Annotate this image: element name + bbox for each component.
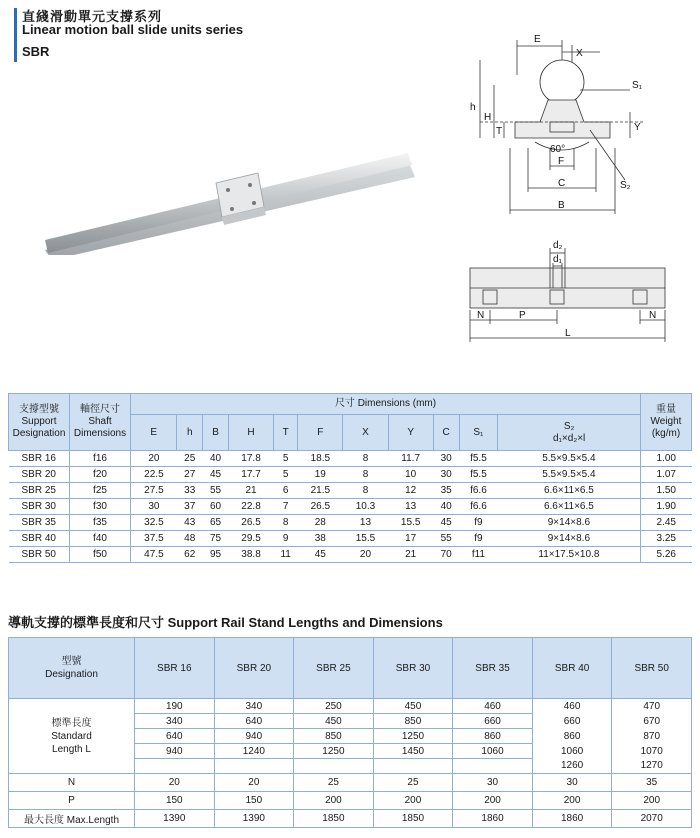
- max-length-row-label: 最大長度 Max.Length: [9, 810, 135, 828]
- dimension-cell: 30: [433, 451, 459, 467]
- dimension-cell: 21: [228, 483, 273, 499]
- weight-cell: 1.90: [641, 499, 692, 515]
- n-row-cell: 20: [135, 774, 215, 792]
- p-row-cell: 150: [214, 792, 294, 810]
- dimension-cell: f9: [459, 515, 498, 531]
- p-row-cell: 150: [135, 792, 215, 810]
- length-cell: [214, 759, 294, 774]
- dimension-cell: 48: [177, 531, 203, 547]
- dimension-cell: 19: [298, 467, 343, 483]
- weight-cell: 1.07: [641, 467, 692, 483]
- dimension-cell: 20: [131, 451, 177, 467]
- dimension-cell: 43: [177, 515, 203, 531]
- max-length-row-cell: 1860: [453, 810, 533, 828]
- cross-section-drawing: [440, 30, 695, 220]
- dim-label-S1: S₁: [632, 80, 643, 91]
- dim-label-Y: Y: [634, 122, 641, 133]
- dimension-cell: 55: [433, 531, 459, 547]
- dim-label-h: h: [470, 102, 476, 113]
- dimension-cell: 27.5: [131, 483, 177, 499]
- dimension-cell: 8: [343, 483, 388, 499]
- dimension-cell: 6.6×11×6.5: [498, 483, 641, 499]
- model-header: SBR 30: [373, 638, 453, 699]
- dimensions-table: [8, 393, 692, 563]
- model-header: SBR 20: [214, 638, 294, 699]
- length-cell: 250: [294, 699, 374, 714]
- shaft-cell: f20: [70, 467, 131, 483]
- dimension-cell: 26.5: [228, 515, 273, 531]
- dimension-cell: 20: [343, 547, 388, 563]
- shaft-cell: f25: [70, 483, 131, 499]
- max-length-row-cell: 1850: [373, 810, 453, 828]
- dimension-cell: 11: [274, 547, 298, 563]
- dim-label-B: B: [558, 200, 565, 211]
- dimension-cell: 8: [274, 515, 298, 531]
- dimension-cell: 38: [298, 531, 343, 547]
- n-row-cell: 20: [214, 774, 294, 792]
- n-row-label: N: [9, 774, 135, 792]
- shaft-cell: f40: [70, 531, 131, 547]
- dimension-cell: 38.8: [228, 547, 273, 563]
- dim-subheader: S₂ d₁×d₂×l: [498, 415, 641, 451]
- dim-subheader: T: [274, 415, 298, 451]
- length-cell: 1250: [373, 729, 453, 744]
- designation-cell: SBR 20: [9, 467, 70, 483]
- col-header-shaft: 軸徑尺寸 Shaft Dimensions: [70, 394, 131, 451]
- dimension-cell: 55: [203, 483, 229, 499]
- dimension-cell: 9×14×8.6: [498, 515, 641, 531]
- model-header: SBR 40: [532, 638, 612, 699]
- dimension-cell: 10: [388, 467, 433, 483]
- model-header: SBR 25: [294, 638, 374, 699]
- dimension-cell: 10.3: [343, 499, 388, 515]
- length-cell: 470: [612, 699, 692, 714]
- dim-label-F: F: [558, 156, 565, 167]
- dimension-cell: 9×14×8.6: [498, 531, 641, 547]
- dimension-cell: 17.7: [228, 467, 273, 483]
- p-row-label: P: [9, 792, 135, 810]
- n-row-cell: 30: [453, 774, 533, 792]
- n-row-cell: 25: [294, 774, 374, 792]
- shaft-cell: f35: [70, 515, 131, 531]
- dim-subheader: Y: [388, 415, 433, 451]
- length-cell: 460: [453, 699, 533, 714]
- dimension-cell: 70: [433, 547, 459, 563]
- table-row: [9, 467, 692, 483]
- designation-cell: SBR 30: [9, 499, 70, 515]
- length-cell: 340: [214, 699, 294, 714]
- dimension-cell: 75: [203, 531, 229, 547]
- standard-length-label: 標準長度 Standard Length L: [9, 699, 135, 774]
- model-header: SBR 50: [612, 638, 692, 699]
- dim-subheader: C: [433, 415, 459, 451]
- dimension-cell: 40: [433, 499, 459, 515]
- dimension-cell: 5: [274, 467, 298, 483]
- length-cell: 1250: [294, 744, 374, 759]
- dimension-cell: 35: [433, 483, 459, 499]
- dimension-cell: 22.8: [228, 499, 273, 515]
- length-cell: 850: [373, 714, 453, 729]
- length-cell: 670: [612, 714, 692, 729]
- designation-cell: SBR 50: [9, 547, 70, 563]
- length-cell: 640: [135, 729, 215, 744]
- dimension-cell: 22.5: [131, 467, 177, 483]
- length-cell: 460: [532, 699, 612, 714]
- table-row: [9, 531, 692, 547]
- dimension-cell: 6.6×11×6.5: [498, 499, 641, 515]
- dimension-cell: 18.5: [298, 451, 343, 467]
- slide-block: [216, 173, 266, 225]
- title-chinese: 直綫滑動單元支撐系列: [22, 9, 163, 24]
- table-row: [9, 547, 692, 563]
- dimension-cell: 29.5: [228, 531, 273, 547]
- weight-cell: 3.25: [641, 531, 692, 547]
- table-row: [9, 499, 692, 515]
- dimension-cell: 40: [203, 451, 229, 467]
- header-accent-bar: [14, 8, 17, 62]
- length-cell: 450: [373, 699, 453, 714]
- dimension-cell: 13: [388, 499, 433, 515]
- dim-label-H: H: [484, 112, 492, 123]
- designation-cell: SBR 35: [9, 515, 70, 531]
- dim-label-P: P: [519, 310, 526, 321]
- dimension-cell: f5.5: [459, 451, 498, 467]
- length-cell: 860: [453, 729, 533, 744]
- dimension-cell: 17.8: [228, 451, 273, 467]
- length-cell: 940: [135, 744, 215, 759]
- n-row-cell: 35: [612, 774, 692, 792]
- length-cell: [294, 759, 374, 774]
- dimension-cell: 15.5: [343, 531, 388, 547]
- dim-subheader: H: [228, 415, 273, 451]
- dimension-cell: f11: [459, 547, 498, 563]
- length-cell: 860: [532, 729, 612, 744]
- dimension-cell: 27: [177, 467, 203, 483]
- dim-label-N-left: N: [477, 310, 485, 321]
- dim-subheader: E: [131, 415, 177, 451]
- dim-subheader: S₁: [459, 415, 498, 451]
- dimension-cell: 5.5×9.5×5.4: [498, 467, 641, 483]
- length-cell: 1240: [214, 744, 294, 759]
- dimension-cell: 47.5: [131, 547, 177, 563]
- dimension-cell: 25: [177, 451, 203, 467]
- dimension-cell: 6: [274, 483, 298, 499]
- length-cell: 340: [135, 714, 215, 729]
- product-photo: [40, 135, 420, 255]
- dimension-cell: 30: [433, 467, 459, 483]
- weight-cell: 1.00: [641, 451, 692, 467]
- length-cell: 660: [453, 714, 533, 729]
- weight-cell: 1.50: [641, 483, 692, 499]
- n-row-cell: 25: [373, 774, 453, 792]
- p-row: [9, 792, 692, 810]
- dim-label-S2: S₂: [620, 180, 631, 191]
- dimension-cell: f9: [459, 531, 498, 547]
- length-cell: 1060: [453, 744, 533, 759]
- max-length-row-cell: 1860: [532, 810, 612, 828]
- col-header-designation: 型號 Designation: [9, 638, 135, 699]
- dim-subheader: B: [203, 415, 229, 451]
- dim-label-T: T: [496, 126, 503, 137]
- dimension-cell: 45: [203, 467, 229, 483]
- dimension-cell: 32.5: [131, 515, 177, 531]
- dimension-cell: 21: [388, 547, 433, 563]
- length-cell: 850: [294, 729, 374, 744]
- length-cell: 1270: [612, 759, 692, 774]
- length-cell: 640: [214, 714, 294, 729]
- dimension-cell: 7: [274, 499, 298, 515]
- p-row-cell: 200: [532, 792, 612, 810]
- dimension-cell: 9: [274, 531, 298, 547]
- dimension-cell: 15.5: [388, 515, 433, 531]
- dimension-cell: 11×17.5×10.8: [498, 547, 641, 563]
- n-row: [9, 774, 692, 792]
- table-row: [9, 483, 692, 499]
- rail-side-drawing: [455, 238, 675, 348]
- col-header-designation: 支撐型號 Support Designation: [9, 394, 70, 451]
- dim-subheader: X: [343, 415, 388, 451]
- dimension-cell: 21.5: [298, 483, 343, 499]
- dimension-cell: 62: [177, 547, 203, 563]
- col-header-weight: 重量 Weight (kg/m): [641, 394, 692, 451]
- designation-cell: SBR 25: [9, 483, 70, 499]
- length-row: [9, 699, 692, 714]
- weight-cell: 5.26: [641, 547, 692, 563]
- dim-label-d1: d₁: [553, 254, 562, 265]
- designation-cell: SBR 16: [9, 451, 70, 467]
- length-cell: 1070: [612, 744, 692, 759]
- table-row: [9, 515, 692, 531]
- dimension-cell: f6.6: [459, 499, 498, 515]
- length-cell: 1260: [532, 759, 612, 774]
- dimension-cell: 60: [203, 499, 229, 515]
- title-english: Linear motion ball slide units series: [22, 22, 244, 37]
- dimension-cell: 26.5: [298, 499, 343, 515]
- max-length-row-cell: 2070: [612, 810, 692, 828]
- designation-cell: SBR 40: [9, 531, 70, 547]
- max-length-row-cell: 1390: [214, 810, 294, 828]
- dimension-cell: 45: [298, 547, 343, 563]
- dimension-cell: 8: [343, 451, 388, 467]
- max-length-row-cell: 1390: [135, 810, 215, 828]
- max-length-row: [9, 810, 692, 828]
- dimension-cell: 30: [131, 499, 177, 515]
- dimension-cell: 65: [203, 515, 229, 531]
- dimension-cell: 45: [433, 515, 459, 531]
- p-row-cell: 200: [612, 792, 692, 810]
- model-header: SBR 16: [135, 638, 215, 699]
- p-row-cell: 200: [453, 792, 533, 810]
- dim-label-X: X: [576, 48, 583, 59]
- dim-subheader: h: [177, 415, 203, 451]
- length-cell: 870: [612, 729, 692, 744]
- dim-subheader: F: [298, 415, 343, 451]
- dimension-cell: 33: [177, 483, 203, 499]
- dimension-cell: 95: [203, 547, 229, 563]
- dimension-cell: 37: [177, 499, 203, 515]
- dimension-cell: 5.5×9.5×5.4: [498, 451, 641, 467]
- length-cell: [135, 759, 215, 774]
- dim-label-angle: 60°: [550, 144, 566, 155]
- model-label: SBR: [22, 44, 50, 59]
- length-cell: 190: [135, 699, 215, 714]
- weight-cell: 2.45: [641, 515, 692, 531]
- shaft-cell: f50: [70, 547, 131, 563]
- rail-lengths-table: [8, 637, 692, 828]
- dimension-cell: 28: [298, 515, 343, 531]
- p-row-cell: 200: [373, 792, 453, 810]
- shaft-cell: f16: [70, 451, 131, 467]
- col-header-dimensions: 尺寸 Dimensions (mm): [131, 394, 641, 415]
- section-title-rail-lengths: 導軌支撐的標準長度和尺寸 Support Rail Stand Lengths and Dimensions: [8, 615, 443, 630]
- dimension-cell: 5: [274, 451, 298, 467]
- dim-label-E: E: [534, 34, 541, 45]
- dimension-cell: 17: [388, 531, 433, 547]
- model-header: SBR 35: [453, 638, 533, 699]
- max-length-row-cell: 1850: [294, 810, 374, 828]
- length-cell: 1450: [373, 744, 453, 759]
- shaft-cell: f30: [70, 499, 131, 515]
- length-cell: 1060: [532, 744, 612, 759]
- dimension-cell: 8: [343, 467, 388, 483]
- dimension-cell: f5.5: [459, 467, 498, 483]
- dimension-cell: f6.6: [459, 483, 498, 499]
- dim-label-L: L: [565, 328, 571, 339]
- length-cell: 660: [532, 714, 612, 729]
- dimension-cell: 12: [388, 483, 433, 499]
- dim-label-d2: d₂: [553, 240, 563, 251]
- dimension-cell: 11.7: [388, 451, 433, 467]
- length-cell: [453, 759, 533, 774]
- dimension-cell: 13: [343, 515, 388, 531]
- dimension-cell: 37.5: [131, 531, 177, 547]
- n-row-cell: 30: [532, 774, 612, 792]
- length-cell: 940: [214, 729, 294, 744]
- table-row: [9, 451, 692, 467]
- length-cell: 450: [294, 714, 374, 729]
- length-cell: [373, 759, 453, 774]
- dim-label-N-right: N: [649, 310, 657, 321]
- dim-label-C: C: [558, 178, 566, 189]
- p-row-cell: 200: [294, 792, 374, 810]
